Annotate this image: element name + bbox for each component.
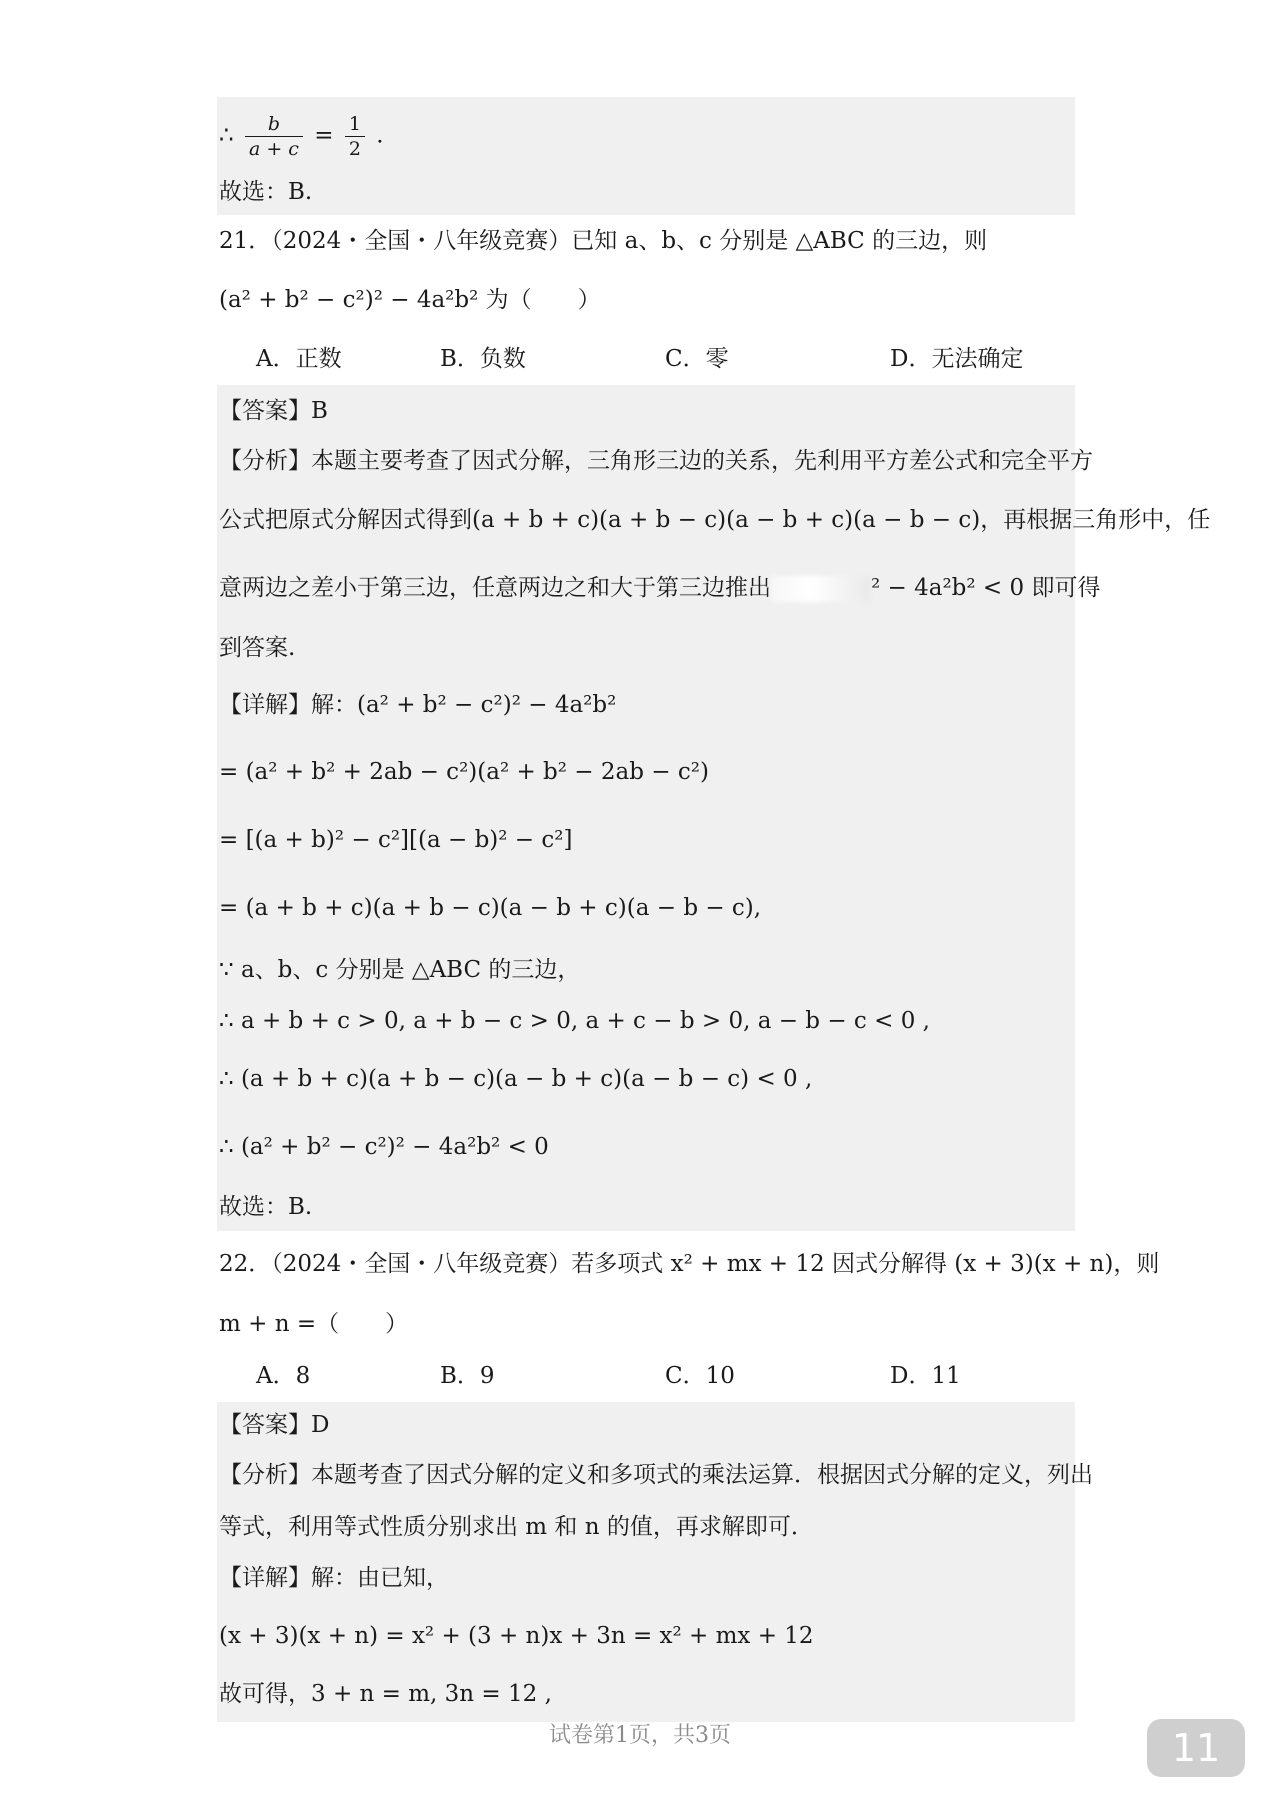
q21-analysis-line1: 【分析】本题主要考查了因式分解，三角形三边的关系，先利用平方差公式和完全平方 — [219, 448, 1093, 474]
q22-option-d: D．11 — [890, 1363, 961, 1389]
q21-option-d: D．无法确定 — [890, 346, 1024, 372]
q21-detail-line7: ∴ (a + b + c)(a + b − c)(a − b + c)(a − b − c) < 0 , — [219, 1066, 813, 1092]
q21-detail-line6: ∴ a + b + c > 0, a + b − c > 0, a + c − b > 0, a − b − c < 0 , — [219, 1008, 930, 1034]
obscured-region — [771, 576, 871, 602]
q22-option-c: C．10 — [665, 1363, 735, 1389]
q22-stem-line2: m + n =（ ） — [219, 1311, 409, 1337]
page-footer: 试卷第1页，共3页 — [549, 1723, 731, 1748]
q21-choice: 故选：B. — [219, 1194, 313, 1220]
page-number-badge[interactable]: 11 — [1147, 1719, 1245, 1777]
fraction-one-half — [345, 112, 365, 161]
q22-option-b: B．9 — [440, 1363, 495, 1389]
q22-detail-line2: (x + 3)(x + n) = x² + (3 + n)x + 3n = x² + mx + 12 — [219, 1623, 814, 1649]
period: . — [376, 122, 384, 149]
q21-option-c: C．零 — [665, 346, 729, 372]
q22-stem-line1: 22．（2024・全国・八年级竞赛）若多项式 x² + mx + 12 因式分解得 (x + 3)(x + n)，则 — [219, 1251, 1160, 1277]
analysis-text-end: ² − 4a²b² < 0 即可得 — [871, 575, 1101, 601]
q21-detail-line1: 【详解】解：(a² + b² − c²)² − 4a²b² — [219, 692, 617, 718]
q21-option-a: A．正数 — [256, 346, 342, 372]
fraction-denominator: a + c — [248, 138, 299, 160]
q21-analysis-line2: 公式把原式分解因式得到(a + b + c)(a + b − c)(a − b + c)(a − b − c)，再根据三角形中，任 — [219, 507, 1211, 533]
q22-analysis-line2: 等式，利用等式性质分别求出 m 和 n 的值，再求解即可． — [219, 1514, 814, 1540]
fraction-numerator: b — [245, 112, 303, 137]
q21-answer: 【答案】B — [219, 398, 328, 424]
q21-stem-line1: 21．（2024・全国・八年级竞赛）已知 a、b、c 分别是 △ABC 的三边，则 — [219, 228, 988, 254]
q21-detail-line2: = (a² + b² + 2ab − c²)(a² + b² − 2ab − c²) — [219, 759, 709, 785]
q21-analysis-line3 — [219, 573, 1101, 603]
q21-detail-line5: ∵ a、b、c 分别是 △ABC 的三边， — [219, 957, 581, 983]
fraction-numerator: 1 — [345, 112, 365, 137]
fraction-denominator: 2 — [348, 138, 361, 160]
equals-sign: = — [314, 122, 334, 149]
q22-analysis-line1: 【分析】本题考查了因式分解的定义和多项式的乘法运算．根据因式分解的定义，列出 — [219, 1462, 1093, 1488]
prev-fraction-line — [219, 112, 1075, 161]
fraction-b-over-a-plus-c — [245, 112, 303, 161]
q21-detail-line4: = (a + b + c)(a + b − c)(a − b + c)(a − b − c), — [219, 895, 762, 921]
q21-analysis-line4: 到答案. — [219, 635, 296, 661]
analysis-text: 意两边之差小于第三边，任意两边之和大于第三边推出 — [219, 575, 771, 601]
therefore-symbol: ∴ — [219, 122, 234, 149]
q22-answer: 【答案】D — [219, 1412, 330, 1438]
q21-stem-line2: (a² + b² − c²)² − 4a²b² 为（ ） — [219, 287, 601, 313]
q22-detail-line3: 故可得，3 + n = m, 3n = 12 , — [219, 1681, 552, 1707]
q21-detail-line8: ∴ (a² + b² − c²)² − 4a²b² < 0 — [219, 1134, 549, 1160]
q21-option-b: B．负数 — [440, 346, 526, 372]
q21-detail-line3: = [(a + b)² − c²][(a − b)² − c²] — [219, 827, 573, 853]
prev-choice: 故选：B. — [219, 179, 313, 205]
answer-block-q22 — [217, 1402, 1093, 1722]
q22-detail-line1: 【详解】解：由已知， — [219, 1565, 449, 1591]
q22-option-a: A．8 — [256, 1363, 311, 1389]
